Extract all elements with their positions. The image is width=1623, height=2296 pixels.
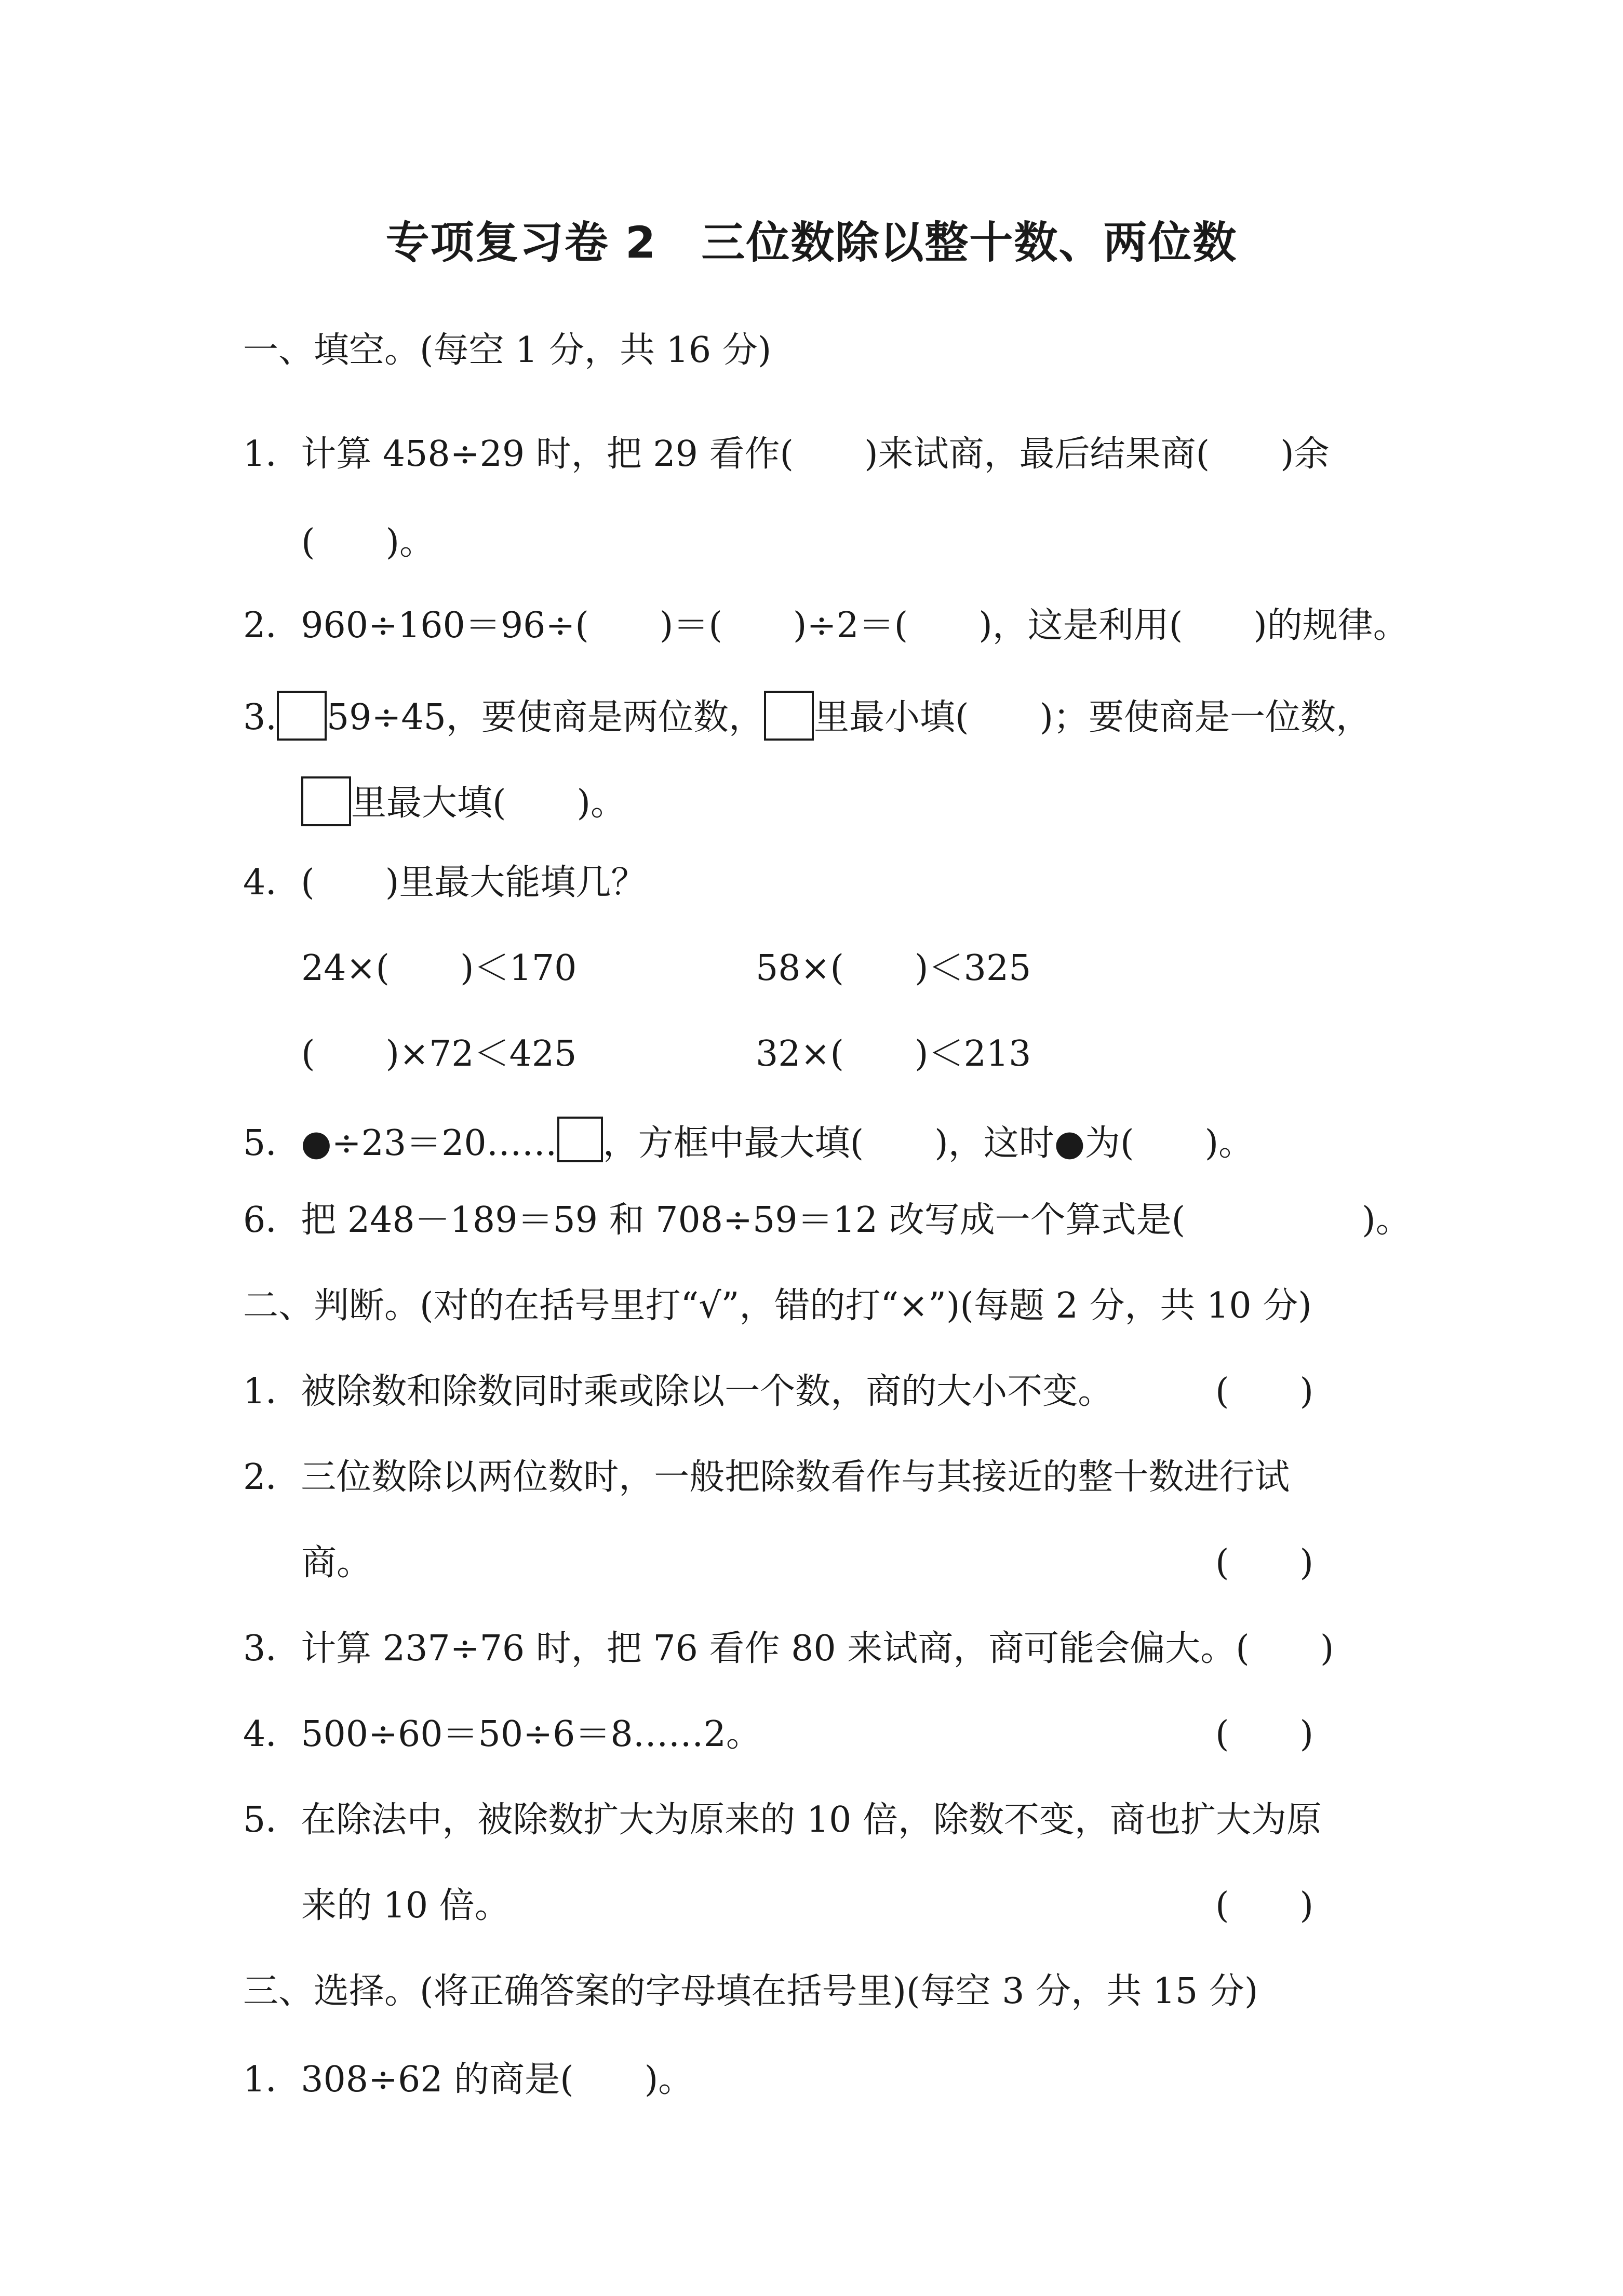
section3-heading: 三、选择。(将正确答案的字母填在括号里)(每空 3 分，共 15 分) [243,1971,1258,2012]
answer-paren: ( ) [1215,1885,1314,1926]
s1-q1-line1: 1．计算 458÷29 时，把 29 看作( )来试商，最后结果商( )余 [243,434,1330,475]
answer-paren: ( ) [1215,1542,1314,1583]
s1-q4-item: 58×( )＜325 [756,948,1031,989]
s1-q2: 2．960÷160＝96÷( )＝( )÷2＝( )，这是利用( )的规律。 [243,605,1409,646]
s2-q2-line1: 2．三位数除以两位数时，一般把除数看作与其接近的整十数进行试 [243,1457,1290,1498]
s2-q4: 4．500÷60＝50÷6＝8……2。 [243,1714,761,1755]
s1-q3-line2 [301,776,626,823]
s1-q3-part-a: 59÷45，要使商是两位数， [326,697,764,738]
s1-q4-item: ( )×72＜425 [301,1033,577,1075]
s2-q2-line2: 商。 [301,1542,372,1583]
s1-q1-line2: ( )。 [301,522,435,563]
s1-q4-item: 24×( )＜170 [301,948,577,989]
s1-q3-line1 [243,691,1371,737]
digit-box [301,776,351,826]
s2-q5-line1: 5．在除法中，被除数扩大为原来的 10 倍，除数不变，商也扩大为原 [243,1800,1322,1841]
s1-q5 [243,1117,1254,1163]
s3-q1: 1．308÷62 的商是( )。 [243,2059,694,2100]
s1-q5-part-b: ，方框中最大填( )，这时●为( )。 [602,1123,1254,1164]
answer-paren: ( ) [1215,1371,1314,1412]
s1-q4-item: 32×( )＜213 [756,1033,1031,1075]
section1-heading: 一、填空。(每空 1 分，共 16 分) [243,330,772,371]
page-title: 专项复习卷 2 三位数除以整十数、两位数 [385,217,1238,268]
answer-paren: ( ) [1215,1714,1314,1755]
s1-q6: 6．把 248－189＝59 和 708÷59＝12 改写成一个算式是( )。 [243,1200,1411,1241]
s1-q4-heading: 4．( )里最大能填几？ [243,862,647,903]
digit-box [764,691,814,741]
s2-q5-line2: 来的 10 倍。 [301,1885,510,1926]
s1-q3-part-b: 里最小填( )；要使商是一位数， [813,697,1371,738]
s2-q1: 1．被除数和除数同时乘或除以一个数，商的大小不变。 [243,1371,1114,1412]
remainder-box [557,1117,603,1162]
s1-q5-part-a: 5．●÷23＝20…… [243,1123,557,1164]
s1-q3-number: 3. [243,697,277,738]
s1-q3-part-c: 里最大填( )。 [351,783,626,824]
s2-q3: 3．计算 237÷76 时，把 76 看作 80 来试商，商可能会偏大。( ) [243,1628,1334,1669]
digit-box [277,691,327,741]
section2-heading: 二、判断。(对的在括号里打“√”，错的打“×”)(每题 2 分，共 10 分) [243,1285,1312,1326]
